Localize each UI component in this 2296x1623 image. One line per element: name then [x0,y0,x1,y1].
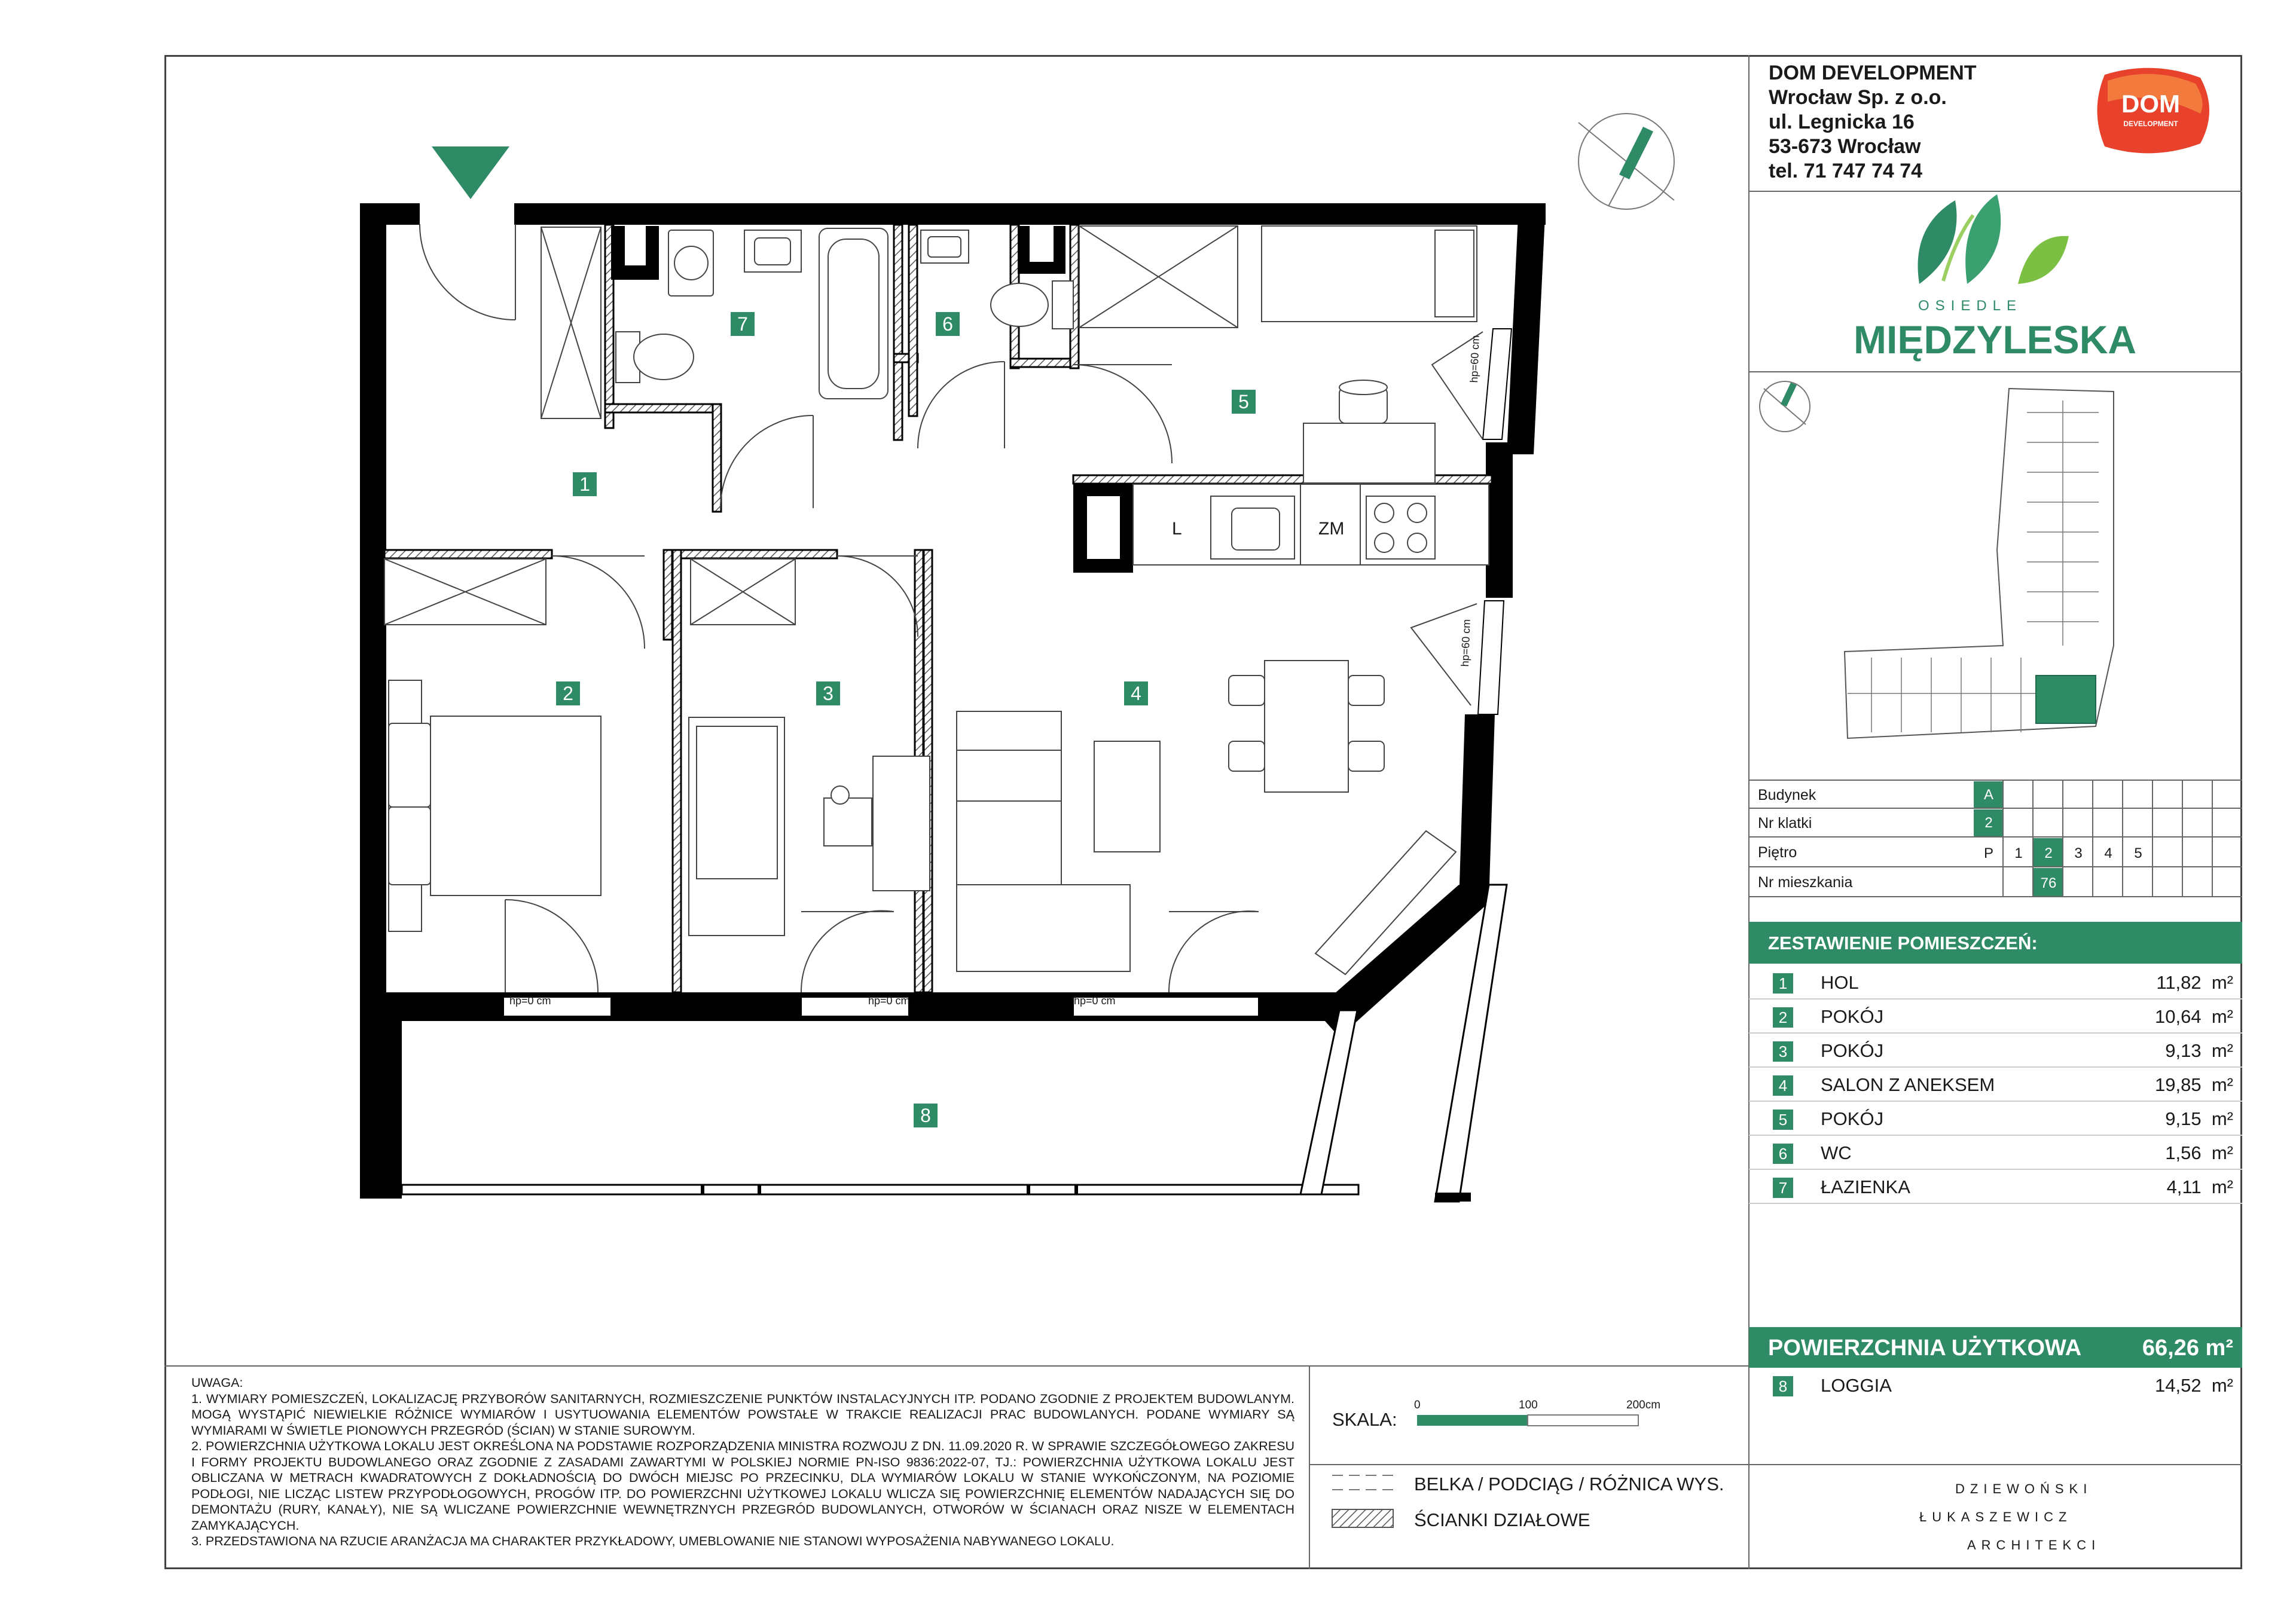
room-area: 19,85 m² [2155,1074,2233,1095]
notes-title: UWAGA: [191,1376,243,1390]
room3-furniture [689,717,930,936]
room-row [1749,1034,2242,1068]
company-info [1769,61,1977,184]
room-label-1: 1 [573,472,597,496]
room-number: 1 [1773,973,1793,994]
company-street: ul. Legnicka 16 [1769,111,1915,133]
floor-option: 1 [2014,845,2023,861]
compass-icon [1578,114,1674,209]
room-row [1749,1102,2242,1136]
room-number: 2 [1773,1007,1793,1028]
note-2: 2. POWIERZCHNIA UŻYTKOWA LOKALU JEST OKREŚLONA NA PODSTAWIE ROZPORZĄDZENIA MINISTRA ROZWOJU Z DN. 11.09.2020 R. W SPRAWIE SZCZEGÓŁOWEGO ZAKRESU I FORMY PROJEKTU BUDOWLANEGO ORAZ ZGODNIE Z ZASADAMI ZAWARTYMI W POLSKIEJ NORMIE PN-ISO 9836:2022-07, TJ.: POWIERZCHNIA UŻYTKOWA LOKALU JEST OBLICZANA W METRACH KWADRATOWYCH Z DOKŁADNOŚCIĄ DO DWÓCH MIEJSC PO PRZECINKU, DLA WYMIARÓW LOKALU W STANIE WYKOŃCZONYM, NA POZIOMIE PODŁOGI, NIE LICZĄC LISTEW PRZYPODŁOGOWYCH, PROGÓW ITP. DO POWIERZCHNI UŻYTKOWEJ LOKALU WLICZA SIĘ POWIERZCHNIĘ ELEMENTÓW NADAJĄCYCH SIĘ DO DEMONTAŻU (RURY, KANAŁY), NIE SĄ WLICZANE POWIERZCHNIE WEWNĘTRZNYCH PRZEGRÓD BUDOWLANYCH, OTWORÓW W ŚCIANACH ORAZ NISZE W ELEMENTACH ZAMYKAJĄCYCH. [191,1439,1294,1533]
room-name: WC [1821,1142,1852,1163]
living-room-furniture [957,661,1456,974]
room-row [1749,1068,2242,1102]
project-subtitle: OSIEDLE [1918,298,2023,314]
sill-label: hp=60 cm [1459,619,1473,667]
room-row [1749,1000,2242,1034]
usable-area-label: POWIERZCHNIA UŻYTKOWA [1768,1335,2082,1361]
company-name: DOM DEVELOPMENT [1769,62,1977,84]
apartment-label: Nr mieszkania [1758,874,1853,891]
room-label-4: 4 [1124,681,1148,705]
room-name: LOGGIA [1821,1375,1892,1396]
room-area: 11,82 m² [2156,972,2233,993]
floor-option: P [1983,845,1993,861]
company-phone: tel. 71 747 74 74 [1769,160,1923,182]
room-area: 1,56 m² [2165,1142,2233,1163]
room-area: 10,64 m² [2155,1006,2233,1027]
room-name: HOL [1821,972,1859,993]
fridge-label: L [1172,519,1182,539]
notes [191,1375,1294,1549]
stair-label: Nr klatki [1758,815,1812,832]
architect-line-3: ARCHITEKCI [1967,1538,2101,1552]
floor-option: 5 [2134,845,2142,861]
project-title: MIĘDZYLESKA [1854,317,2137,362]
room-number: 4 [1773,1075,1793,1096]
kitchen-counter [1133,484,1489,565]
room-label-3: 3 [816,681,840,705]
room-number: 6 [1773,1144,1793,1164]
note-1: 1. WYMIARY POMIESZCZEŃ, LOKALIZACJĘ PRZYBORÓW SANITARNYCH, ROZMIESZCZENIE PUNKTÓW INSTALACYJNYCH ITP. PODANO ZGODNIE Z PROJEKTEM BUDOWLANYM. MOGĄ WYSTĄPIĆ NIEWIELKIE RÓŻNICE WYMIARÓW I USYTUOWANIA ELEMENTÓW POWSTAŁE W TRAKCIE REALIZACJI PRAC BUDOWLANYCH. PODANE WYMIARY SĄ WYMIARAMI W ŚWIETLE PIONOWYCH PRZEGRÓD (ŚCIAN) W STANIE SUROWYM. [191,1391,1294,1438]
room-name: SALON Z ANEKSEM [1821,1074,1995,1095]
usable-area-value: 66,26 m² [2142,1335,2233,1361]
room-name: ŁAZIENKA [1821,1176,1910,1197]
room-row [1749,1136,2242,1170]
room-area: 4,11 m² [2166,1176,2233,1197]
dishwasher-label: ZM [1318,519,1345,539]
architect-line-2: ŁUKASZEWICZ [1919,1509,2072,1524]
threshold-label: hp=0 cm [868,995,910,1007]
room-name: POKÓJ [1821,1006,1884,1027]
note-3: 3. PRZEDSTAWIONA NA RZUCIE ARANŻACJA MA CHARAKTER PRZYKŁADOWY, UMEBLOWANIE NIE STANOWI WYPOSAŻENIA NABYWANEGO LOKALU. [191,1534,1115,1548]
stair-value: 2 [1984,815,1993,831]
entrance-arrow-icon [432,146,509,199]
legend-graphics [1332,1475,1393,1527]
room-name: POKÓJ [1821,1040,1884,1061]
logo-text-bottom: DEVELOPMENT [2123,120,2178,128]
room-number: 8 [1773,1376,1793,1396]
room-area: 14,52 m² [2155,1375,2233,1396]
architect-line-1: DZIEWOŃSKI [1955,1481,2093,1496]
room-label-8: 8 [914,1104,938,1127]
floor-option: 4 [2104,845,2112,861]
room2-furniture [389,680,601,931]
room-label-2: 2 [556,681,580,705]
floor-option: 3 [2074,845,2083,861]
room-label-6: 6 [936,312,960,336]
company-branch: Wrocław Sp. z o.o. [1769,86,1947,109]
building-key-plan [1845,389,2114,738]
small-compass-icon [1760,381,1810,432]
threshold-label: hp=0 cm [1074,995,1116,1007]
building-label: Budynek [1758,787,1816,803]
rooms-header-bar [1749,922,2242,964]
room-name: POKÓJ [1821,1108,1884,1129]
loggia-row [1749,1369,2242,1402]
room-label-5: 5 [1232,390,1256,414]
room-label-7: 7 [731,312,755,336]
threshold-label: hp=0 cm [509,995,551,1007]
apartment-value: 76 [2040,875,2057,891]
rooms-header: ZESTAWIENIE POMIESZCZEŃ: [1768,933,2038,953]
sill-label: hp=60 cm [1468,335,1482,383]
room-number: 5 [1773,1109,1793,1130]
legend-beam: BELKA / PODCIĄG / RÓŻNICA WYS. [1414,1474,1724,1494]
logo-text-top: DOM [2121,90,2180,118]
room-area: 9,15 m² [2165,1108,2233,1129]
room-number: 7 [1773,1178,1793,1198]
company-city: 53-673 Wrocław [1769,135,1921,158]
scale-tick-100: 100 [1519,1399,1538,1411]
usable-area-bar [1749,1327,2242,1368]
scale-tick-200: 200cm [1626,1399,1661,1411]
floor-label: Piętro [1758,844,1797,861]
room5-furniture [1262,226,1477,483]
legend-partition: ŚCIANKI DZIAŁOWE [1414,1509,1590,1530]
room-row [1749,1170,2242,1204]
scale-tick-0: 0 [1414,1399,1421,1411]
floor-option-selected: 2 [2044,845,2053,861]
room-number: 3 [1773,1041,1793,1062]
building-value: A [1983,787,1993,803]
scale-bar [1417,1415,1638,1426]
project-logo-icon [1918,194,2069,284]
room-area: 9,13 m² [2165,1040,2233,1061]
scale-label: SKALA: [1332,1409,1397,1430]
room-row [1749,966,2242,1000]
